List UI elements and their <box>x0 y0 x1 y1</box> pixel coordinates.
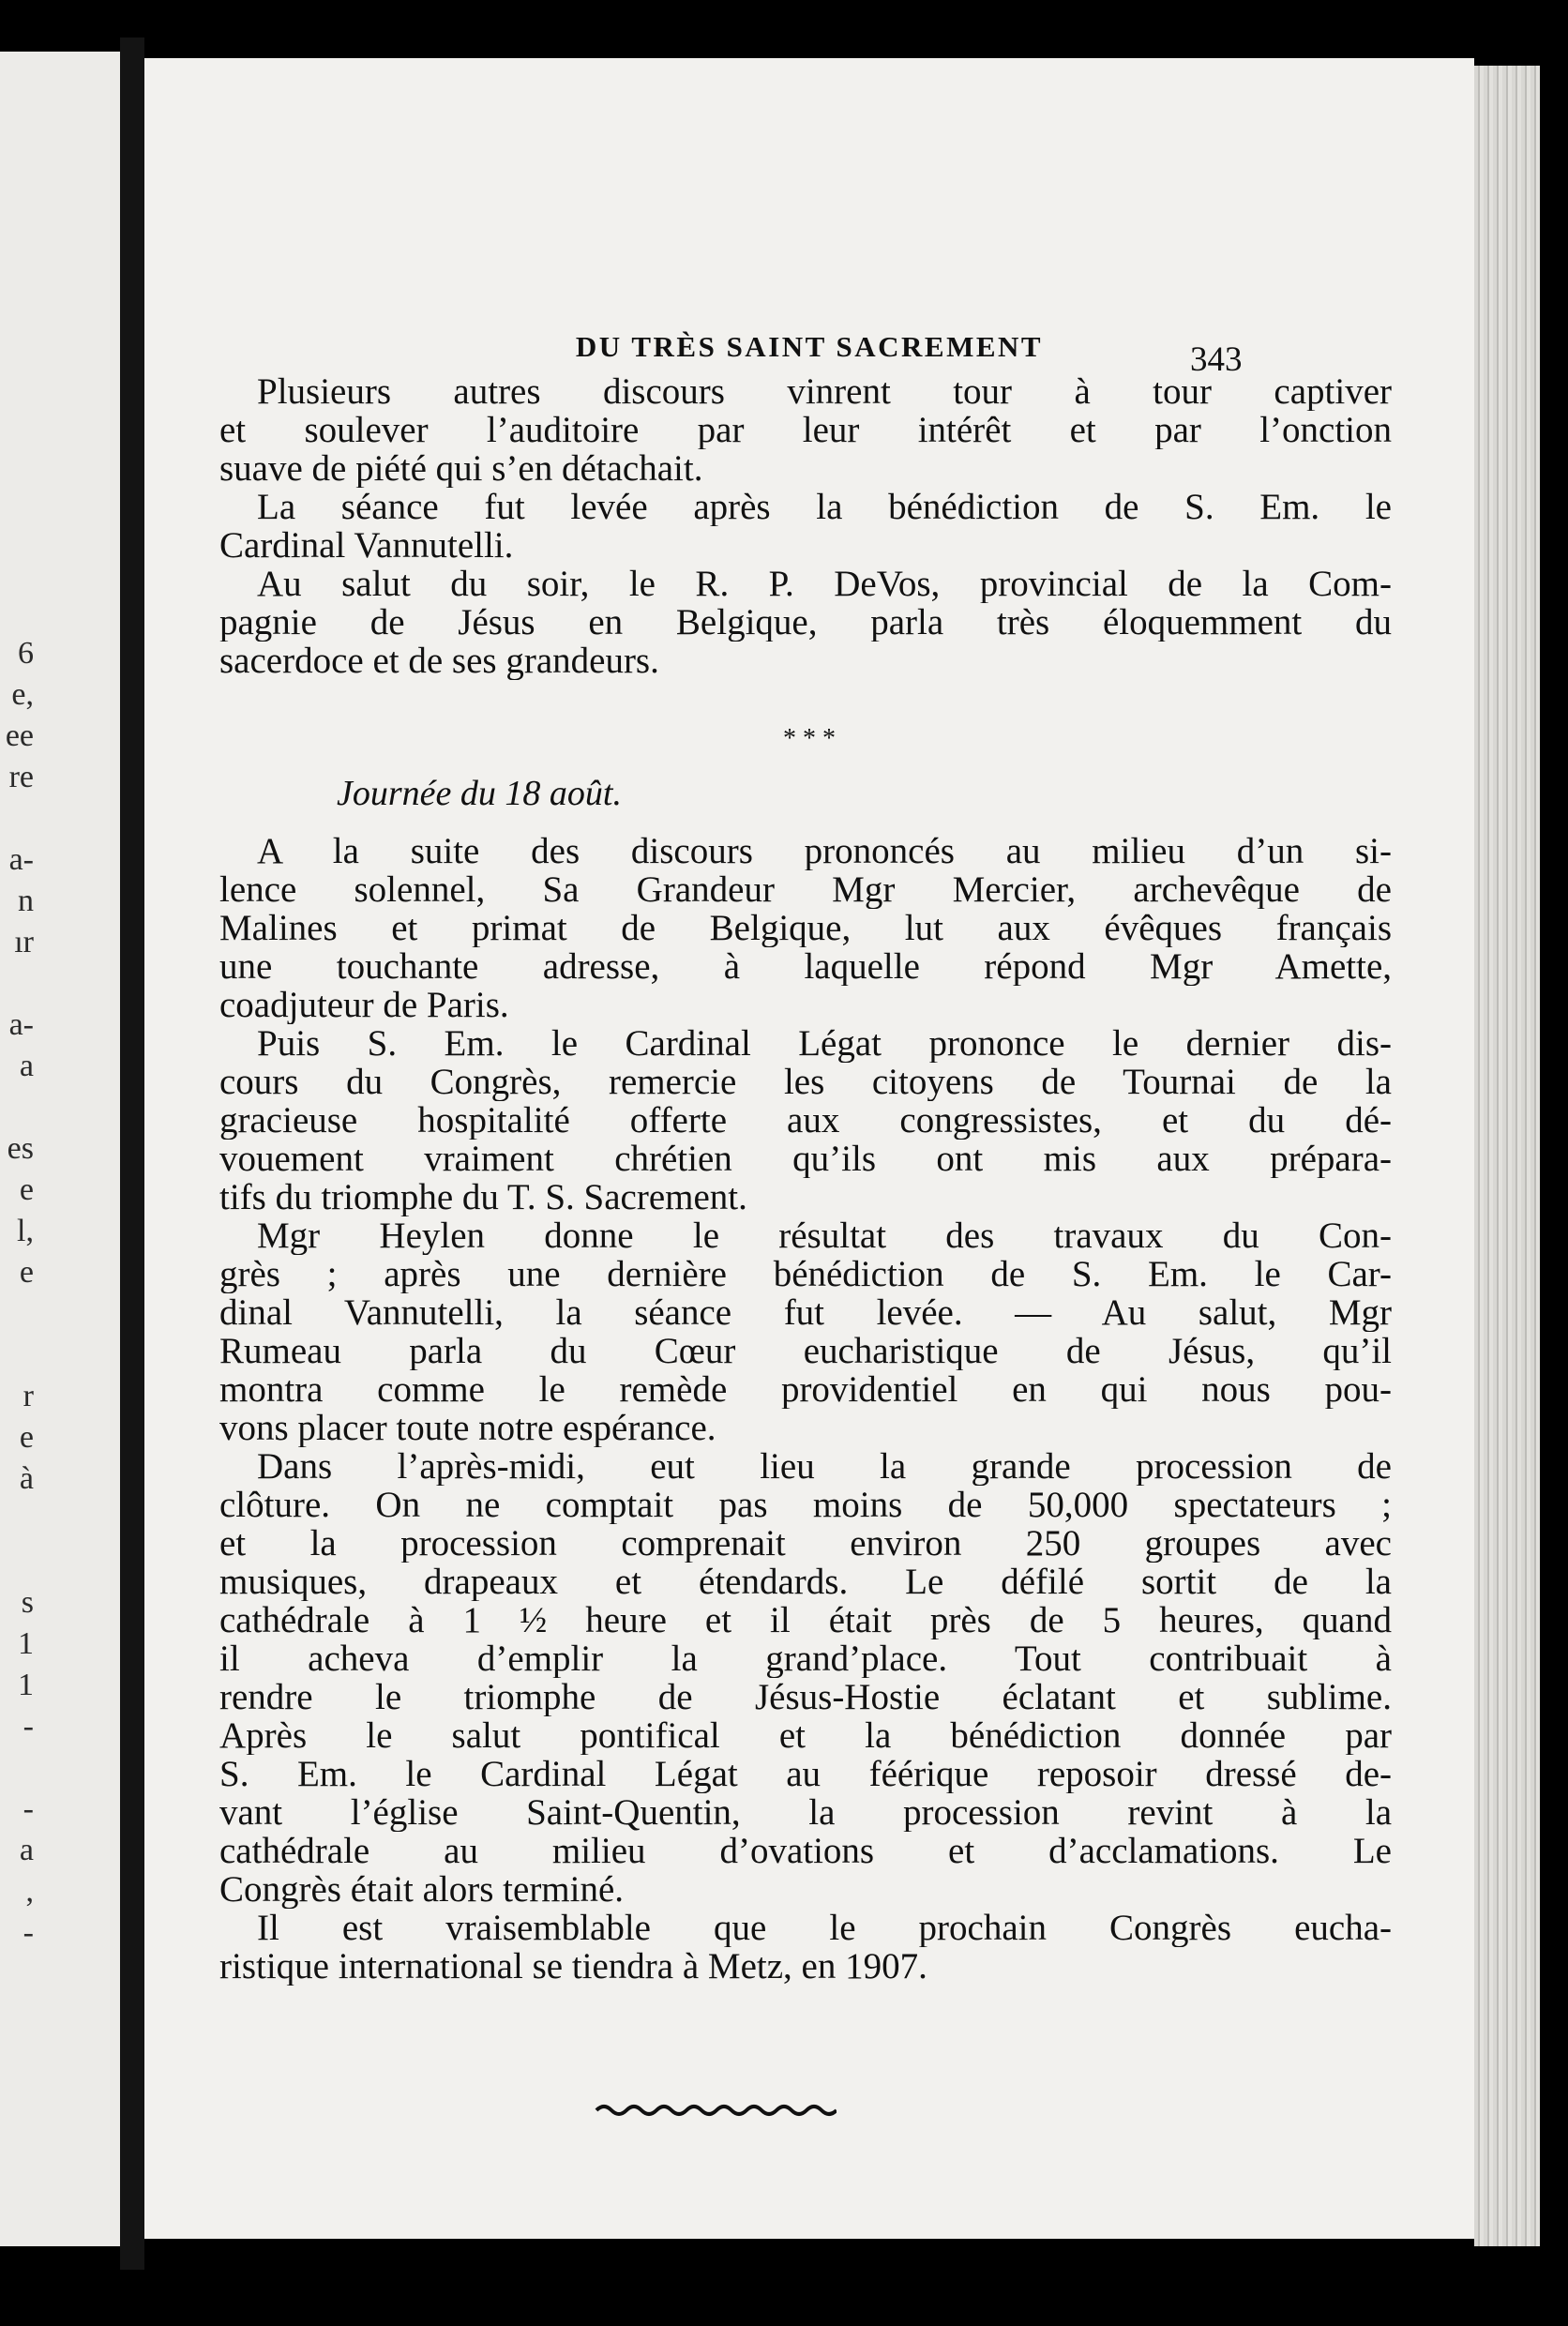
text-line: Plusieurs autres discours vinrent tour à tour captiver <box>257 372 1392 411</box>
margin-fragment: e <box>19 1172 34 1207</box>
margin-fragment: 1 <box>18 1626 34 1661</box>
text-line: Mgr Heylen donne le résultat des travaux du Con- <box>257 1216 1392 1255</box>
text-line: sacerdoce et de ses grandeurs. <box>219 642 659 680</box>
text-line: Cardinal Vannutelli. <box>219 526 514 565</box>
text-line: cours du Congrès, remercie les citoyens de Tournai de la <box>219 1063 1392 1101</box>
text-line: dinal Vannutelli, la séance fut levée. — Au salut, Mgr <box>219 1293 1392 1332</box>
text-line: Puis S. Em. le Cardinal Légat prononce le dernier dis- <box>257 1024 1392 1063</box>
margin-fragment: 1 <box>18 1668 34 1702</box>
text-block-2 <box>219 832 1392 1986</box>
text-line: Rumeau parla du Cœur eucharistique de Jésus, qu’il <box>219 1332 1392 1370</box>
running-head: DU TRÈS SAINT SACREMENT <box>575 330 1044 363</box>
margin-fragment <box>0 1541 34 1582</box>
text-line: tifs du triomphe du T. S. Sacrement. <box>219 1178 747 1216</box>
margin-fragment: - <box>23 1915 34 1950</box>
margin-fragment <box>0 963 34 1004</box>
text-block-1 <box>219 372 1392 680</box>
text-line: ristique international se tiendra à Metz, en 1907. <box>219 1947 927 1986</box>
page-number: 343 <box>1190 340 1243 379</box>
tail-ornament <box>593 2101 837 2120</box>
margin-fragment <box>0 798 34 839</box>
margin-fragment: s <box>21 1585 34 1620</box>
book-page <box>144 58 1474 2239</box>
margin-fragment: ır <box>14 925 34 959</box>
margin-fragment: l, <box>17 1214 34 1248</box>
section-subheading: Journée du 18 août. <box>337 774 622 813</box>
margin-fragment <box>0 1335 34 1376</box>
text-line: Il est vraisemblable que le prochain Congrès eucha- <box>257 1909 1392 1947</box>
text-line: Congrès était alors terminé. <box>219 1870 625 1909</box>
text-line: coadjuteur de Paris. <box>219 986 509 1024</box>
margin-fragment <box>0 1747 34 1789</box>
margin-fragment: n <box>18 884 34 918</box>
margin-fragment: - <box>23 1791 34 1826</box>
margin-fragment: r <box>23 1379 34 1413</box>
margin-fragment: a <box>19 1049 34 1083</box>
text-line: suave de piété qui s’en détachait. <box>219 449 703 488</box>
text-line: gracieuse hospitalité offerte aux congressistes, et du dé- <box>219 1101 1392 1140</box>
margin-fragment <box>0 1500 34 1541</box>
text-line: et la procession comprenait environ 250 groupes avec <box>219 1524 1392 1563</box>
text-line: A la suite des discours prononcés au milieu d’un si- <box>257 832 1392 870</box>
text-line: cathédrale au milieu d’ovations et d’acclamations. Le <box>219 1832 1392 1870</box>
margin-fragment: re <box>8 760 34 794</box>
text-line: clôture. On ne comptait pas moins de 50,000 spectateurs ; <box>219 1486 1392 1524</box>
margin-fragment: a- <box>8 1007 34 1042</box>
margin-fragment: e, <box>11 677 34 712</box>
margin-fragment: e <box>19 1255 34 1290</box>
text-line: grès ; après une dernière bénédiction de S. Em. le Car- <box>219 1255 1392 1293</box>
margin-fragment: à <box>19 1461 34 1496</box>
text-line: vouement vraiment chrétien qu’ils ont mis aux prépara- <box>219 1140 1392 1178</box>
text-line: montra comme le remède providentiel en qui nous pou- <box>219 1370 1392 1409</box>
book-gutter <box>120 38 144 2270</box>
margin-fragment: ee <box>5 718 34 753</box>
text-line: rendre le triomphe de Jésus-Hostie éclatant et sublime. <box>219 1678 1392 1716</box>
margin-fragment <box>0 1293 34 1335</box>
margin-fragment: a- <box>8 842 34 877</box>
text-line: et soulever l’auditoire par leur intérêt et par l’onction <box>219 411 1392 449</box>
margin-fragment: , <box>25 1874 34 1909</box>
text-line: Malines et primat de Belgique, lut aux évêques français <box>219 909 1392 947</box>
previous-page-margin-text <box>0 633 34 1954</box>
text-line: vons placer toute notre espérance. <box>219 1409 716 1447</box>
text-line: La séance fut levée après la bénédiction de S. Em. le <box>257 488 1392 526</box>
text-line: Au salut du soir, le R. P. DeVos, provincial de la Com- <box>257 565 1392 603</box>
margin-fragment: - <box>23 1709 34 1744</box>
text-line: S. Em. le Cardinal Légat au féérique reposoir dressé de- <box>219 1755 1392 1793</box>
text-line: vant l’église Saint-Quentin, la procession revint à la <box>219 1793 1392 1832</box>
section-break: * * * <box>783 724 836 753</box>
text-line: pagnie de Jésus en Belgique, parla très éloquemment du <box>219 603 1392 642</box>
text-line: lence solennel, Sa Grandeur Mgr Mercier, archevêque de <box>219 870 1392 909</box>
margin-fragment <box>0 1087 34 1128</box>
text-line: il acheva d’emplir la grand’place. Tout contribuait à <box>219 1639 1392 1678</box>
margin-fragment: a <box>19 1833 34 1867</box>
margin-fragment: 6 <box>18 636 34 671</box>
margin-fragment: es <box>7 1131 34 1166</box>
page-edges <box>1474 66 1540 2246</box>
previous-page-edge <box>0 52 120 2246</box>
text-line: musiques, drapeaux et étendards. Le défilé sortit de la <box>219 1563 1392 1601</box>
text-line: une touchante adresse, à laquelle répond Mgr Amette, <box>219 947 1392 986</box>
text-line: Après le salut pontifical et la bénédiction donnée par <box>219 1716 1392 1755</box>
text-line: cathédrale à 1 ½ heure et il était près de 5 heures, quand <box>219 1601 1392 1639</box>
text-line: Dans l’après-midi, eut lieu la grande procession de <box>257 1447 1392 1486</box>
margin-fragment: e <box>19 1420 34 1455</box>
